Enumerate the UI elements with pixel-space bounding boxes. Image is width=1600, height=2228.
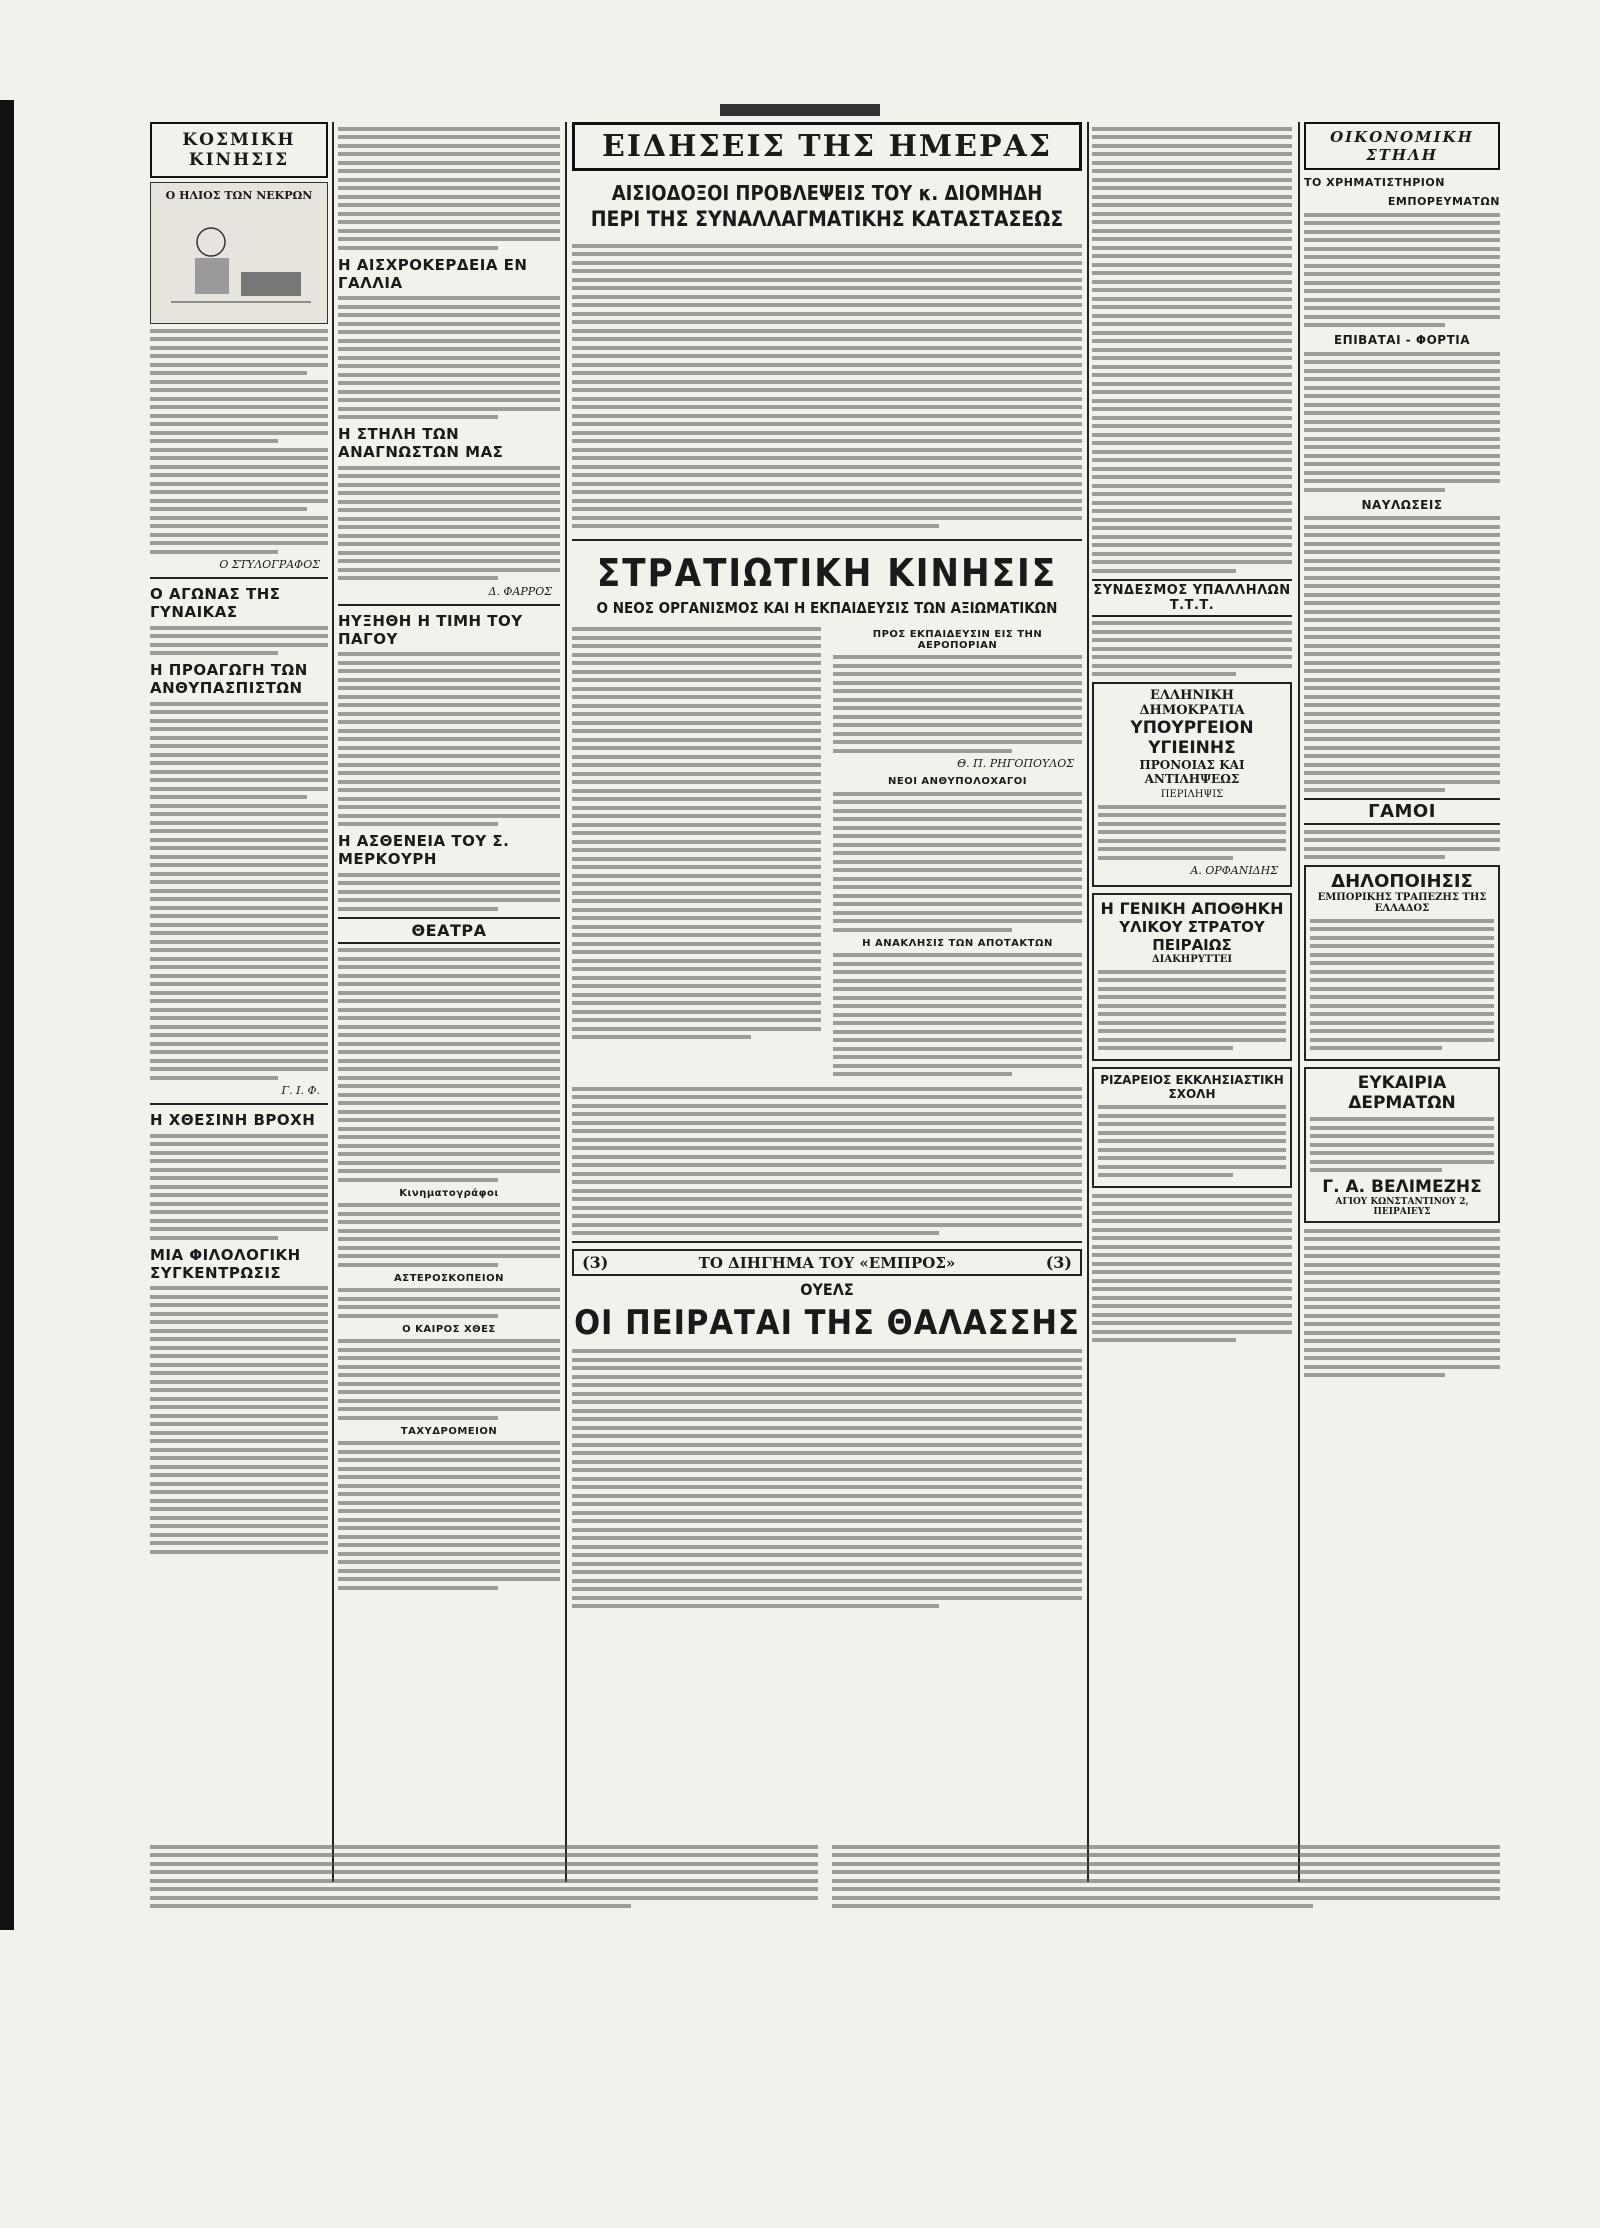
section-heading: Η ΑΝΑΚΛΗΣΙΣ ΤΩΝ ΑΠΟΤΑΚΤΩΝ [862,937,1053,949]
byline: Δ. ΦΑΡΡΟΣ [488,584,552,598]
army-depot-notice: Η ΓΕΝΙΚΗ ΑΠΟΘΗΚΗ ΥΛΙΚΟΥ ΣΤΡΑΤΟΥ ΠΕΙΡΑΙΩΣ ΔΙΑΚΗΡΥΤΤΕΙ [1092,893,1292,1061]
leather-ad: ΕΥΚΑΙΡΙΑ ΔΕΡΜΑΤΩΝ Γ. Α. ΒΕΛΙΜΕΖΗΣ ΑΓΙΟΥ ΚΩΝΣΤΑΝΤΙΝΟΥ 2, ΠΕΙΡΑΙΕΥΣ [1304,1067,1500,1223]
section-heading: Η ΑΙΣΧΡΟΚΕΡΔΕΙΑ ΕΝ ΓΑΛΛΙΑ [338,255,528,292]
headline: ΑΙΣΙΟΔΟΞΟΙ ΠΡΟΒΛΕΨΕΙΣ ΤΟΥ κ. ΔΙΟΜΗΔΗ [611,181,1043,205]
cinema-heading: Κινηματογράφοι [399,1187,499,1199]
section-heading: ΕΠΙΒΑΤΑΙ - ΦΟΡΤΙΑ [1333,333,1471,347]
column-header: ΟΙΚΟΝΟΜΙΚΗ ΣΤΗΛΗ [1304,122,1500,170]
running-head [720,104,880,116]
rizareios-notice: ΡΙΖΑΡΕΙΟΣ ΕΚΚΛΗΣΙΑΣΤΙΚΗ ΣΧΟΛΗ [1092,1067,1292,1188]
reader-illustration-icon [151,202,327,312]
headline-military: ΣΤΡΑΤΙΩΤΙΚΗ ΚΙΝΗΣΙΣ [596,550,1058,595]
section-heading: ΝΕΟΙ ΑΝΘΥΠΟΛΟΧΑΓΟΙ [888,776,1027,787]
illustration-title: Ο ΗΛΙΟΣ ΤΩΝ ΝΕΚΡΩΝ [165,189,313,202]
byline: Θ. Π. ΡΗΓΟΠΟΥΛΟΣ [957,757,1074,770]
story-number: (3) [582,1253,609,1272]
ministry-notice: ΕΛΛΗΝΙΚΗ ΔΗΜΟΚΡΑΤΙΑ ΥΠΟΥΡΓΕΙΟΝ ΥΓΙΕΙΝΗΣ ΠΡΟΝΟΙΑΣ ΚΑΙ ΑΝΤΙΛΗΨΕΩΣ ΠΕΡΙΛΗΨΙΣ Α. ΟΡΦΑΝΙΔΗΣ [1092,682,1292,887]
weddings-heading: ΓΑΜΟΙ [1304,798,1500,825]
section-heading: ΣΥΝΔΕΣΜΟΣ ΥΠΑΛΛΗΛΩΝ Τ.Τ.Τ. [1092,579,1292,617]
scan-edge-bar [0,100,14,1930]
headline: ΠΕΡΙ ΤΗΣ ΣΥΝΑΛΛΑΓΜΑΤΙΚΗΣ ΚΑΤΑΣΤΑΣΕΩΣ [590,207,1064,231]
article-text [150,329,328,554]
story-tag-bar [572,1249,1082,1276]
theatre-heading: ΘΕΑΤΡΑ [338,917,560,944]
main-banner: ΕΙΔΗΣΕΙΣ ΤΗΣ ΗΜΕΡΑΣ [572,122,1082,171]
post-heading: ΤΑΧΥΔΡΟΜΕΙΟΝ [400,1425,498,1437]
column-rule [1298,122,1300,1882]
illustration [150,182,328,324]
section-heading: Η ΑΣΘΕΝΕΙΑ ΤΟΥ Σ. ΜΕΡΚΟΥΡΗ [338,832,510,868]
column-news-misc [338,122,560,1922]
column-header: ΚΟΣΜΙΚΗ ΚΙΝΗΣΙΣ [150,122,328,178]
section-heading: ΜΙΑ ΦΙΛΟΛΟΓΙΚΗ ΣΥΓΚΕΝΤΡΩΣΙΣ [150,1245,301,1282]
section-heading: ΝΑΥΛΩΣΕΙΣ [1361,497,1443,512]
section-heading: Ο ΑΓΩΝΑΣ ΤΗΣ ΓΥΝΑΙΚΑΣ [150,585,281,621]
byline: Ο ΣΤΥΛΟΓΡΑΦΟΣ [219,558,320,571]
byline: Γ. Ι. Φ. [281,1084,320,1097]
bottom-text-strip [150,1840,1500,1930]
observatory-heading: ΑΣΤΕΡΟΣΚΟΠΕΙΟΝ [394,1272,504,1284]
section-heading: ΤΟ ΧΡΗΜΑΤΙΣΤΗΡΙΟΝ [1304,176,1445,189]
column-center [572,122,1082,1922]
story-author: ΟΥΕΛΣ [800,1280,854,1299]
story-tag: ΤΟ ΔΙΗΓΗΜΑ ΤΟΥ «ΕΜΠΡΟΣ» [698,1253,956,1272]
section-heading: Η ΧΘΕΣΙΝΗ ΒΡΟΧΗ [150,1111,316,1129]
subheadline: Ο ΝΕΟΣ ΟΡΓΑΝΙΣΜΟΣ ΚΑΙ Η ΕΚΠΑΙΔΕΥΣΙΣ ΤΩΝ ΑΞΙΩΜΑΤΙΚΩΝ [596,598,1058,617]
section-heading: ΗΥΞΗΘΗ Η ΤΙΜΗ ΤΟΥ ΠΑΓΟΥ [338,611,523,648]
column-kosmiki [150,122,328,1922]
story-number: (3) [1045,1253,1072,1272]
section-heading: Η ΠΡΟΑΓΩΓΗ ΤΩΝ ΑΝΘΥΠΑΣΠΙΣΤΩΝ [150,661,308,697]
section-heading: ΠΡΟΣ ΕΚΠΑΙΔΕΥΣΙΝ ΕΙΣ ΤΗΝ ΑΕΡΟΠΟΡΙΑΝ [872,628,1043,651]
column-rule [565,122,567,1882]
column-ads-center [1092,122,1292,1922]
bank-notice: ΔΗΛΟΠΟΙΗΣΙΣ ΕΜΠΟΡΙΚΗΣ ΤΡΑΠΕΖΗΣ ΤΗΣ ΕΛΛΑΔΟΣ [1304,865,1500,1061]
section-heading: ΕΜΠΟΡΕΥΜΑΤΩΝ [1387,195,1500,208]
column-rule [1087,122,1089,1882]
section-heading: Η ΣΤΗΛΗ ΤΩΝ ΑΝΑΓΝΩΣΤΩΝ ΜΑΣ [338,425,504,461]
column-rule [332,122,334,1882]
story-title: ΟΙ ΠΕΙΡΑΤΑΙ ΤΗΣ ΘΑΛΑΣΣΗΣ [574,1303,1080,1343]
column-economic [1304,122,1500,1922]
weather-heading: Ο ΚΑΙΡΟΣ ΧΘΕΣ [402,1323,496,1335]
